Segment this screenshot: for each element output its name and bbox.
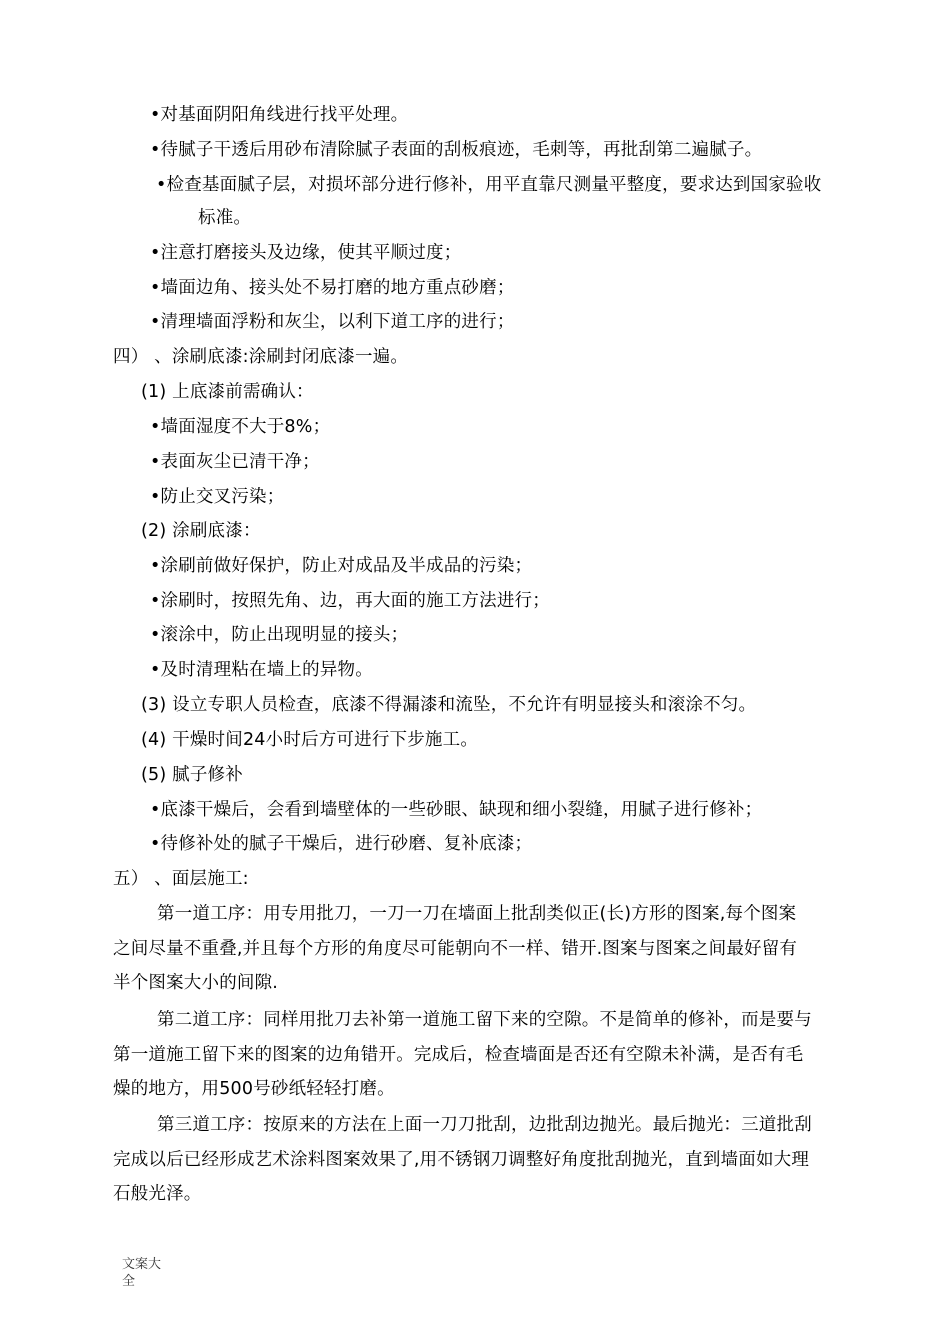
bullet-line: •清理墙面浮粉和灰尘，以利下道工序的进行； [150,312,515,332]
bullet-line: •防止交叉污染； [150,487,285,507]
paragraph-line: 第二道工序：同样用批刀去补第一道施工留下来的空隙。不是简单的修补，而是要与 [157,1010,812,1030]
bullet-line: •待修补处的腻子干燥后，进行砂磨、复补底漆； [150,834,533,854]
section-heading: 五） 、面层施工: [113,869,249,889]
paragraph-line: 完成以后已经形成艺术涂料图案效果了,用不锈钢刀调整好角度批刮抛光，直到墙面如大理 [113,1150,810,1170]
bullet-line: •注意打磨接头及边缘，使其平顺过度； [150,243,462,263]
bullet-line: •涂刷时，按照先角、边，再大面的施工方法进行； [150,591,550,611]
bullet-line: •表面灰尘已清干净； [150,452,320,472]
page-footer: 文案大全 [122,1257,162,1289]
paragraph-line: 之间尽量不重叠,并且每个方形的角度尽可能朝向不一样、错开.图案与图案之间最好留有 [113,939,798,959]
subsection-heading: (4) 干燥时间24小时后方可进行下步施工。 [141,730,479,750]
bullet-line: •滚涂中，防止出现明显的接头； [150,625,409,645]
subsection-heading: (2) 涂刷底漆： [141,521,261,541]
bullet-line-continuation: 标准。 [198,208,252,228]
paragraph-line: 燥的地方，用500号砂纸轻轻打磨。 [113,1079,395,1099]
bullet-line: •墙面边角、接头处不易打磨的地方重点砂磨； [150,278,515,298]
bullet-line: •及时清理粘在墙上的异物。 [150,660,373,680]
section-heading: 四） 、涂刷底漆:涂刷封闭底漆一遍。 [113,347,409,367]
bullet-line: •待腻子干透后用砂布清除腻子表面的刮板痕迹，毛刺等，再批刮第二遍腻子。 [150,140,763,160]
paragraph-line: 半个图案大小的间隙. [113,973,279,993]
paragraph-line: 石般光泽。 [113,1184,202,1204]
subsection-heading: (1) 上底漆前需确认： [141,382,314,402]
paragraph-line: 第三道工序：按原来的方法在上面一刀刀批刮，边批刮边抛光。最后抛光：三道批刮 [157,1115,812,1135]
bullet-line: •墙面湿度不大于8%； [150,417,331,437]
paragraph-line: 第一道施工留下来的图案的边角错开。完成后，检查墙面是否还有空隙未补满，是否有毛 [113,1045,804,1065]
bullet-line: •涂刷前做好保护，防止对成品及半成品的污染； [150,556,533,576]
subsection-heading: (3) 设立专职人员检查，底漆不得漏漆和流坠，不允许有明显接头和滚涂不匀。 [141,695,757,715]
bullet-line: •对基面阴阳角线进行找平处理。 [150,105,409,125]
subsection-heading: (5) 腻子修补 [141,765,243,785]
bullet-line: •检查基面腻子层，对损坏部分进行修补，用平直靠尺测量平整度，要求达到国家验收 [156,175,822,195]
paragraph-line: 第一道工序：用专用批刀，一刀一刀在墙面上批刮类似正(长)方形的图案,每个图案 [157,904,797,924]
bullet-line: •底漆干燥后，会看到墙壁体的一些砂眼、缺现和细小裂缝，用腻子进行修补； [150,800,763,820]
